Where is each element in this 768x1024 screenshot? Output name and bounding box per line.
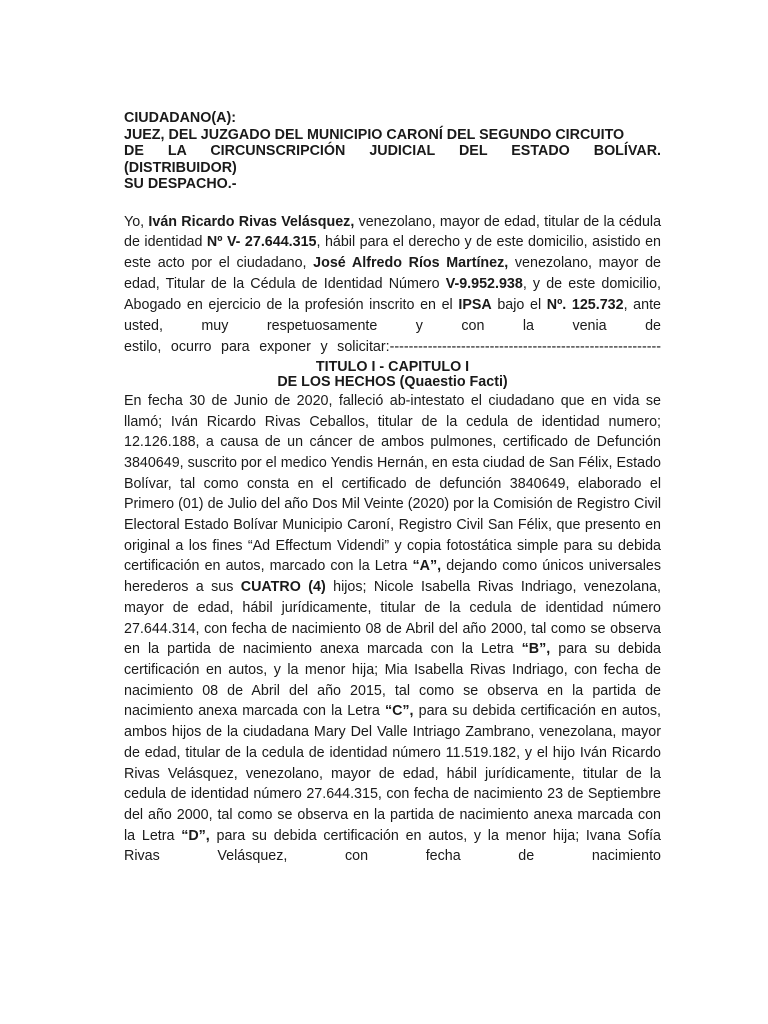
annex-letter-d: “D”,: [181, 827, 210, 844]
facts-paragraph: En fecha 30 de Junio de 2020, falleció ab-intestato el ciudadano que en vida se llamó; Iván Ricardo Rivas Ceballos, titular de la cedula de identidad numero; 12.126.188, a causa de un cáncer de ambos pulmones, certificado de Defunción 3840649, suscrito por el medico Yendis Hernán, en esta ciudad de San Félix, Estado Bolívar, tal como consta en el certificado de defunción 3840649, elaborado el Primero (01) de Julio del año Dos Mil Veinte (2020) por la Comisión de Registro Civil Electoral Estado Bolívar Municipio Caroní, Registro Civil San Félix, que presento en original a los fines “Ad Effectum Videndi” y copia fotostática simple para su debida certificación en autos, marcado con la Letra “A”, dejando como únicos universales herederos a sus CUATRO (4) hijos; Nicole Isabella Rivas Indriago, venezolana, mayor de edad, hábil jurídicamente, titular de la cedula de identidad número 27.644.314, con fecha de nacimiento 08 de Abril del año 2000, tal como se observa en la partida de nacimiento anexa marcada con la Letra “B”, para su debida certificación en autos, y la menor hija; Mia Isabella Rivas Indriago, con fecha de nacimiento 08 de Abril del año 2015, tal como se observa en la partida de nacimiento anexa marcada con la Letra “C”, para su debida certificación en autos, ambos hijos de la ciudadana Mary Del Valle Intriago Zambrano, venezolana, mayor de edad, titular de la cedula de identidad número 11.519.182, y el hijo Iván Ricardo Rivas Velásquez, venezolano, mayor de edad, hábil jurídicamente, titular de la cedula de identidad número 27.644.315, con fecha de nacimiento 23 de Septiembre del año 2000, tal como se observa en la partida de nacimiento anexa marcada con la Letra “D”, para su debida certificación en autos, y la menor hija; Ivana Sofía Rivas Velásquez, con fecha de nacimiento: [124, 392, 662, 865]
addressee-line: CIUDADANO(A):: [124, 110, 236, 126]
attorney-name: José Alfredo Ríos Martínez,: [313, 255, 509, 272]
section-subtitle: DE LOS HECHOS (Quaestio Facti): [277, 374, 508, 391]
annex-letter-c: “C”,: [384, 703, 414, 720]
jurisdiction-line: DE LA CIRCUNSCRIPCIÓN JUDICIAL DEL ESTADO BOLÍVAR.: [124, 143, 661, 159]
document-content: [124, 110, 661, 867]
attorney-id: V-9.952.938: [445, 276, 523, 293]
distributor-line: (DISTRIBUIDOR): [124, 159, 237, 176]
section-title: TITULO I - CAPITULO I: [315, 358, 470, 375]
intro-closing-line: estilo, ocurro para exponer y solicitar:---------------------------------------------------------: [124, 338, 661, 355]
intro-paragraph: Yo, Iván Ricardo Rivas Velásquez, venezolano, mayor de edad, titular de la cédula de identidad Nº V- 27.644.315, hábil para el derecho y de este domicilio, asistido en este acto por el ciudadano, José Alfredo Ríos Martínez, venezolano, mayor de edad, Titular de la Cédula de Identidad Número V-9.952.938, y de este domicilio, Abogado en ejercicio de la profesión inscrito en el IPSA bajo el Nº. 125.732, ante usted, muy respetuosamente y con la venia de: [124, 213, 662, 335]
annex-letter-b: “B”,: [521, 641, 551, 658]
ipsa-number: Nº. 125.732: [546, 297, 624, 314]
office-line: SU DESPACHO.-: [124, 176, 237, 192]
annex-letter-a: “A”,: [412, 558, 442, 575]
petitioner-name: Iván Ricardo Rivas Velásquez,: [148, 213, 355, 230]
ipsa-label: IPSA: [458, 297, 492, 314]
heirs-count: CUATRO (4): [240, 579, 326, 596]
court-name-line: JUEZ, DEL JUZGADO DEL MUNICIPIO CARONÍ DEL SEGUNDO CIRCUITO: [124, 126, 625, 143]
petitioner-id: Nº V- 27.644.315: [206, 234, 317, 251]
